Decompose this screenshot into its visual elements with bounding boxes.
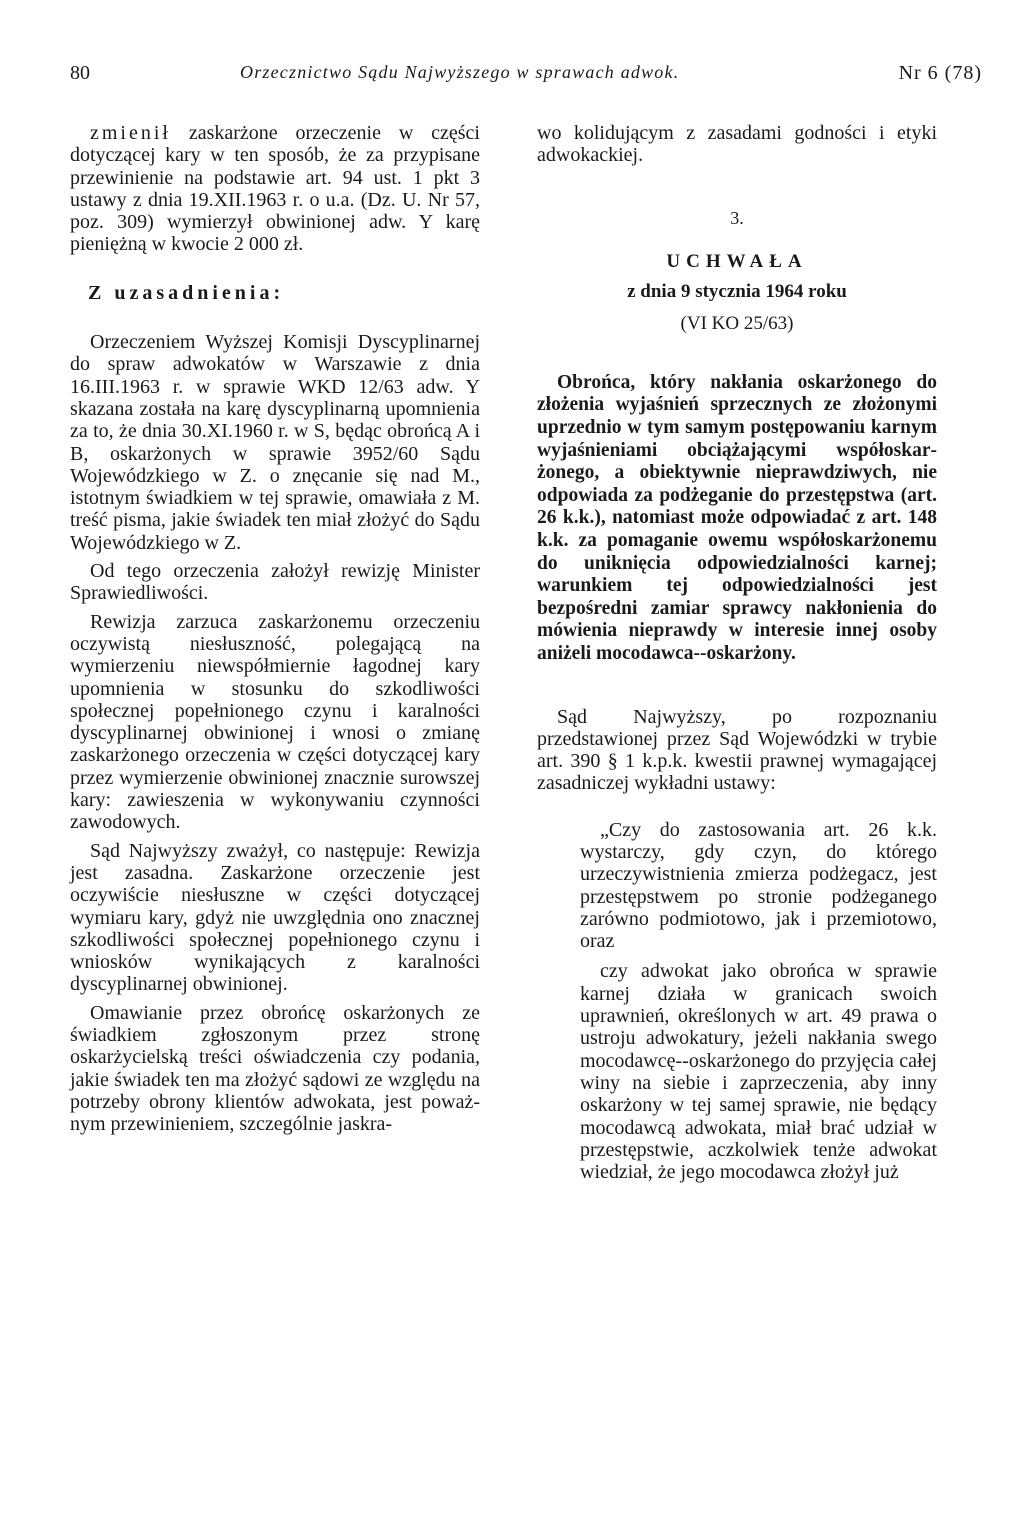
quoted-question-1: „Czy do zastosowania art. 26 k.k. wystarczy, gdy czyn, do którego urzeczywistnienia zmierza podżegacz, jest przestępstwem po stronie podżeganego zarówno podmiotowo, jak i przemiotowo, oraz xyxy=(580,818,937,953)
resolution-title: UCHWAŁA xyxy=(666,250,808,272)
quoted-question-2: czy adwokat jako obrońca w sprawie karnej działa w granicach swoich uprawnień, określonych w art. 49 prawa o ustroju adwokatury, jeżeli nakłania swego mocodawcę--oskarżonego do przyjęcia całej winy na siebie i zaprzeczenia, aby inny oskarżony w tej samej sprawie, nie będący mocodawcą adwokata, miał brać udział w przestępstwie, aczkolwiek tenże adwokat wiedział, że jego mocodawca złożył już xyxy=(580,960,937,1184)
paragraph-ruling-change xyxy=(70,122,480,256)
paragraph-continuation: wo kolidującym z zasadami godności i etyki adwokackiej. xyxy=(537,122,937,167)
right-column xyxy=(537,122,937,1183)
paragraph-appeal: Od tego orzeczenia założył rewizję Minister Sprawiedliwości. xyxy=(70,560,480,605)
resolution-thesis: Obrońca, który nakłania oskarżonego do złożenia wyjaśnień sprzecznych ze złożonymi uprzednio w tym samym postępowaniu karnym wyjaśnieniami obciążającymi współoskarżonego, a obiektywnie nieprawdziwych, nie odpowiada za podżeganie do przestępstwa (art. 26 k.k.), natomiast może odpowiadać z art. 148 k.k. za pomaganie owemu współoskarżonemu do uniknięcia odpowiedzialności karnej; warunkiem tej odpowiedzialności jest bezpośredni zamiar sprawcy nakłonienia do mówienia nieprawdy w interesie innej osoby aniżeli mocodawca--oskarżony. xyxy=(537,371,937,664)
paragraph-appeal-grounds: Rewizja zarzuca zaskarżonemu orzeczeniu oczywistą niesłuszność, polegającą na wymierzeniu niewspółmiernie łagodnej kary upomnienia w stosunku do szkodliwości społecznej popełnionego czynu i karalności dyscyplinarnej obwinionej i wnosi o zmianę zaskarżonego orzeczenia w części dotyczącej kary przez wymierzenie obwinionej znacznie surowszej kary: zawieszenia w wykonywaniu czynności zawodowych. xyxy=(70,610,480,834)
paragraph-facts: Orzeczeniem Wyższej Komisji Dyscyplinarnej do spraw adwokatów w Warszawie z dnia 16.III.1963 r. w sprawie WKD 12/63 adw. Y skazana została na karę dyscyplinarną upomnienia za to, że dnia 30.XI.1960 r. w S, będąc obrońcą A i B, oskarżonych w sprawie 3952/60 Sądu Wojewódzkiego w Z. o znęcanie się nad M., istotnym świadkiem w tej sprawie, omawiała z M. treść pisma, jakie świadek ten miał złożyć do Sądu Wojewódzkiego w Z. xyxy=(70,331,480,554)
paragraph-misconduct: Omawianie przez obrońcę oskarżonych ze świadkiem zgłoszonym przez stronę oskarżycielską treści oświadczenia czy podania, jakie świadek ten ma złożyć sądowi ze względu na potrzeby obrony klientów adwokata, jest poważnym przewinieniem, szczególnie jaskra- xyxy=(70,1001,480,1136)
spaced-word: zmienił xyxy=(90,122,171,144)
running-title: Orzecznictwo Sądu Najwyższego w sprawach adwok. xyxy=(240,62,680,82)
page-number: 80 xyxy=(70,62,90,84)
left-column xyxy=(70,122,480,1135)
resolution-signature: (VI KO 25/63) xyxy=(680,313,794,335)
resolution-date: z dnia 9 stycznia 1964 roku xyxy=(627,281,847,303)
section-number: 3. xyxy=(730,207,744,228)
page-header xyxy=(70,62,982,92)
paragraph-text: zaskarżone orzeczenie w części dotyczącej kary w ten sposób, że za przypisane przewinienie na podstawie art. 94 ust. 1 pkt 3 ustawy z dnia 19.XII.1963 r. o u.a. (Dz. U. Nr 57, poz. 309) wymierzył obwinionej adw. Y karę pieniężną w kwocie 2 000 zł. xyxy=(70,122,480,256)
paragraph-court-reasoning: Sąd Najwyższy zważył, co następuje: Rewizja jest zasadna. Zaskarżone orzeczenie jest oczywiście niesłuszne w części dotyczącej wymiaru kary, gdyż nie uwzględnia ono znacznej szkodliwości społecznej popełnionego czynu i wniosków wynikających z karalności dyscyplinarnej obwinionej. xyxy=(70,839,480,996)
justification-heading: Z uzasadnienia: xyxy=(88,281,285,304)
issue-number: Nr 6 (78) xyxy=(898,62,982,84)
paragraph-court-question: Sąd Najwyższy, po rozpoznaniu przedstawionej przez Sąd Wojewódzki w trybie art. 390 § 1 k.p.k. kwestii prawnej wymagającej zasadniczej wykładni ustawy: xyxy=(537,705,937,795)
